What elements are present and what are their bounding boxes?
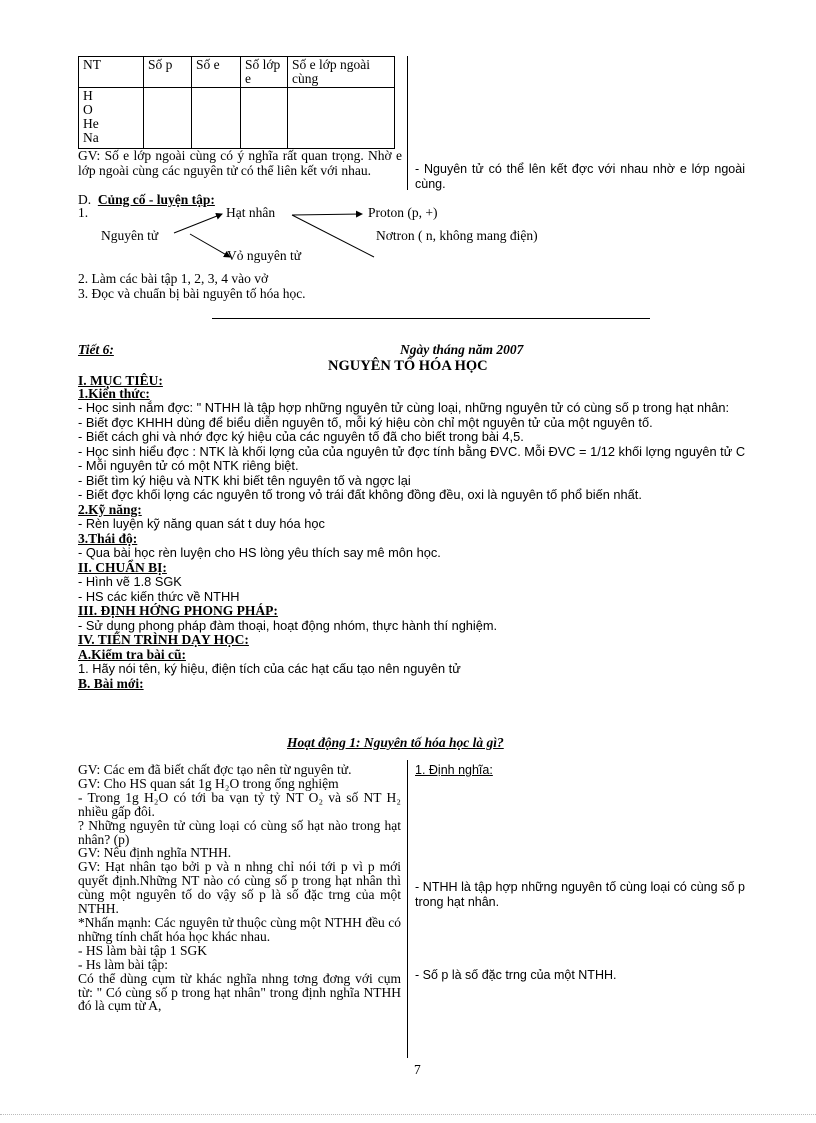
page-edge <box>0 1114 816 1115</box>
skill-item: - Rèn luyện kỹ năng quan sát t duy hóa học <box>78 516 325 531</box>
table-cell: H O He Na <box>79 88 144 149</box>
activity-line: - Trong 1g H₂O có tới ba vạn tỷ tỷ NT O₂ và số NT H₂ nhiều gấp đôi. <box>78 789 401 819</box>
section-d: D. Củng cố - luyện tập: <box>78 192 215 207</box>
review-item: 1. Hãy nói tên, ký hiệu, điện tích của các hạt cấu tạo nên nguyên tử <box>78 661 461 676</box>
knowledge-item: - Học sinh nắm đợc: " NTHH là tập hợp những nguyên tử cùng loại, những nguyên tử có cùng số p trong hạt nhân: <box>78 400 730 415</box>
definition-heading: 1. Định nghĩa: <box>415 763 493 777</box>
lesson-date: Ngày tháng năm 2007 <box>400 342 524 357</box>
activity-line: - HS làm bài tập 1 SGK <box>78 942 207 958</box>
knowledge-item: - Biết đợc khối lợng các nguyên tố trong vỏ trái đất không đồng đều, oxi là nguyên tố phổ biến nhất. <box>78 487 642 502</box>
prep-item: - Hình vẽ 1.8 SGK <box>78 574 182 589</box>
item-3: 3. Đọc và chuẩn bị bài nguyên tố hóa học. <box>78 286 306 301</box>
activity-line: GV: Hạt nhân tạo bởi p và n nhng chỉ nói tới p vì p mới quyết định.Những NT nào có cùng số p trong hạt nhân thì cùng một nguyên tố do vậy số p là số đặc trng của một NTHH. <box>78 859 401 917</box>
lesson-title: NGUYÊN TỐ HÓA HỌC <box>328 358 488 374</box>
teacher-column <box>78 763 401 1013</box>
subsection-skills: 2.Kỹ năng: <box>78 501 142 517</box>
table-header: Số e lớp ngoài cùng <box>288 57 395 88</box>
knowledge-item: - Biết cách ghi và nhớ đợc ký hiệu của các nguyên tố đã cho biết trong bài 4,5. <box>78 429 524 444</box>
activity-line: *Nhấn mạnh: Các nguyên tử thuộc cùng một NTHH đều có những tính chất hóa học khác nhau. <box>78 914 401 944</box>
tiet-label: Tiết 6: <box>78 342 114 357</box>
characteristic-text: - Số p là số đặc trng của một NTHH. <box>415 968 617 982</box>
activity-line: GV: Các em đã biết chất đợc tạo nên từ nguyên tử. <box>78 762 352 777</box>
prep-item: - HS các kiến thức về NTHH <box>78 588 240 604</box>
diagram-nucleus: Hạt nhân <box>226 205 276 220</box>
item-2: 2. Làm các bài tập 1, 2, 3, 4 vào vở <box>78 271 269 286</box>
activity-line: ? Những nguyên tử cùng loại có cùng số hạt nào trong hạt nhân? (p) <box>78 817 401 847</box>
diagram-atom: Nguyên tử <box>101 228 159 243</box>
knowledge-item: - Biết tìm ký hiệu và NTK khi biết tên nguyên tố và ngợc lại <box>78 472 411 488</box>
page-number: 7 <box>414 1062 421 1077</box>
section-process: IV. TIẾN TRÌNH DẠY HỌC: <box>78 632 249 647</box>
knowledge-item: - Mỗi nguyên tử có một NTK riêng biệt. <box>78 458 299 473</box>
knowledge-item: - Biết đợc KHHH dùng để biểu diễn nguyên tố, mỗi ký hiệu còn chỉ một nguyên tử của một nguyên tố. <box>78 414 653 430</box>
table-header: NT <box>79 57 144 88</box>
knowledge-item: - Học sinh hiểu đợc : NTK là khối lợng của của nguyên tử đợc tính bằng ĐVC. Mỗi ĐVC = 1/12 khối lợng nguyên tử C <box>78 443 746 459</box>
activity-line: GV: Nêu định nghĩa NTHH. <box>78 845 232 861</box>
activity-line: - Hs làm bài tập: <box>78 956 168 972</box>
section-method: III. ĐỊNH HỚNG PHONG PHÁP: <box>78 603 278 618</box>
table-header: Số p <box>144 57 192 88</box>
method-item: - Sử dụng phong pháp đàm thoại, hoạt động nhóm, thực hành thí nghiệm. <box>78 617 498 633</box>
definition-text: - NTHH là tập hợp những nguyên tố cùng loại có cùng số p trong hạt nhân. <box>415 880 745 909</box>
table-header: Số lớp e <box>241 57 288 88</box>
subsection-new-lesson: B. Bài mới: <box>78 675 144 691</box>
item-1: 1. <box>78 205 89 220</box>
knowledge-list <box>78 401 758 691</box>
subsection-attitude: 3.Thái độ: <box>78 530 138 546</box>
attitude-item: - Qua bài học rèn luyện cho HS lòng yêu thích say mê môn học. <box>78 545 441 560</box>
diagram-arrows <box>0 0 816 300</box>
right-note: - Nguyên tử có thể lên kết đợc với nhau nhờ e lớp ngoài cùng. <box>415 162 745 191</box>
activity-title: Hoạt động 1: Nguyên tố hóa học là gì? <box>287 735 504 750</box>
column-divider <box>407 760 408 1058</box>
table-header: Số e <box>192 57 241 88</box>
section-preparation: II. CHUẨN BỊ: <box>78 559 167 575</box>
section-objectives: I. MỤC TIÊU: <box>78 373 163 388</box>
diagram-proton: Proton (p, +) <box>368 205 438 220</box>
activity-line: Có thể dùng cụm từ khác nghĩa nhng tơng đơng với cụm từ: " Có cùng số p trong hạt nhân" trong định nghĩa NTHH đó là cụm từ A, <box>78 970 401 1014</box>
diagram-shell: Vỏ nguyên tử <box>227 248 302 263</box>
subsection-knowledge: 1.Kiến thức: <box>78 386 150 401</box>
diagram-neutron: Nơtron ( n, không mang điện) <box>376 228 538 243</box>
subsection-review: A.Kiểm tra bài cũ: <box>78 646 186 662</box>
separator <box>212 318 650 319</box>
activity-line: GV: Cho HS quan sát 1g H₂O trong ống nghiệm <box>78 775 339 791</box>
gv-note: GV: Số e lớp ngoài cùng có ý nghĩa rất quan trọng. Nhờ e lớp ngoài cùng các nguyên tử có thể liên kết với nhau. <box>78 148 402 178</box>
